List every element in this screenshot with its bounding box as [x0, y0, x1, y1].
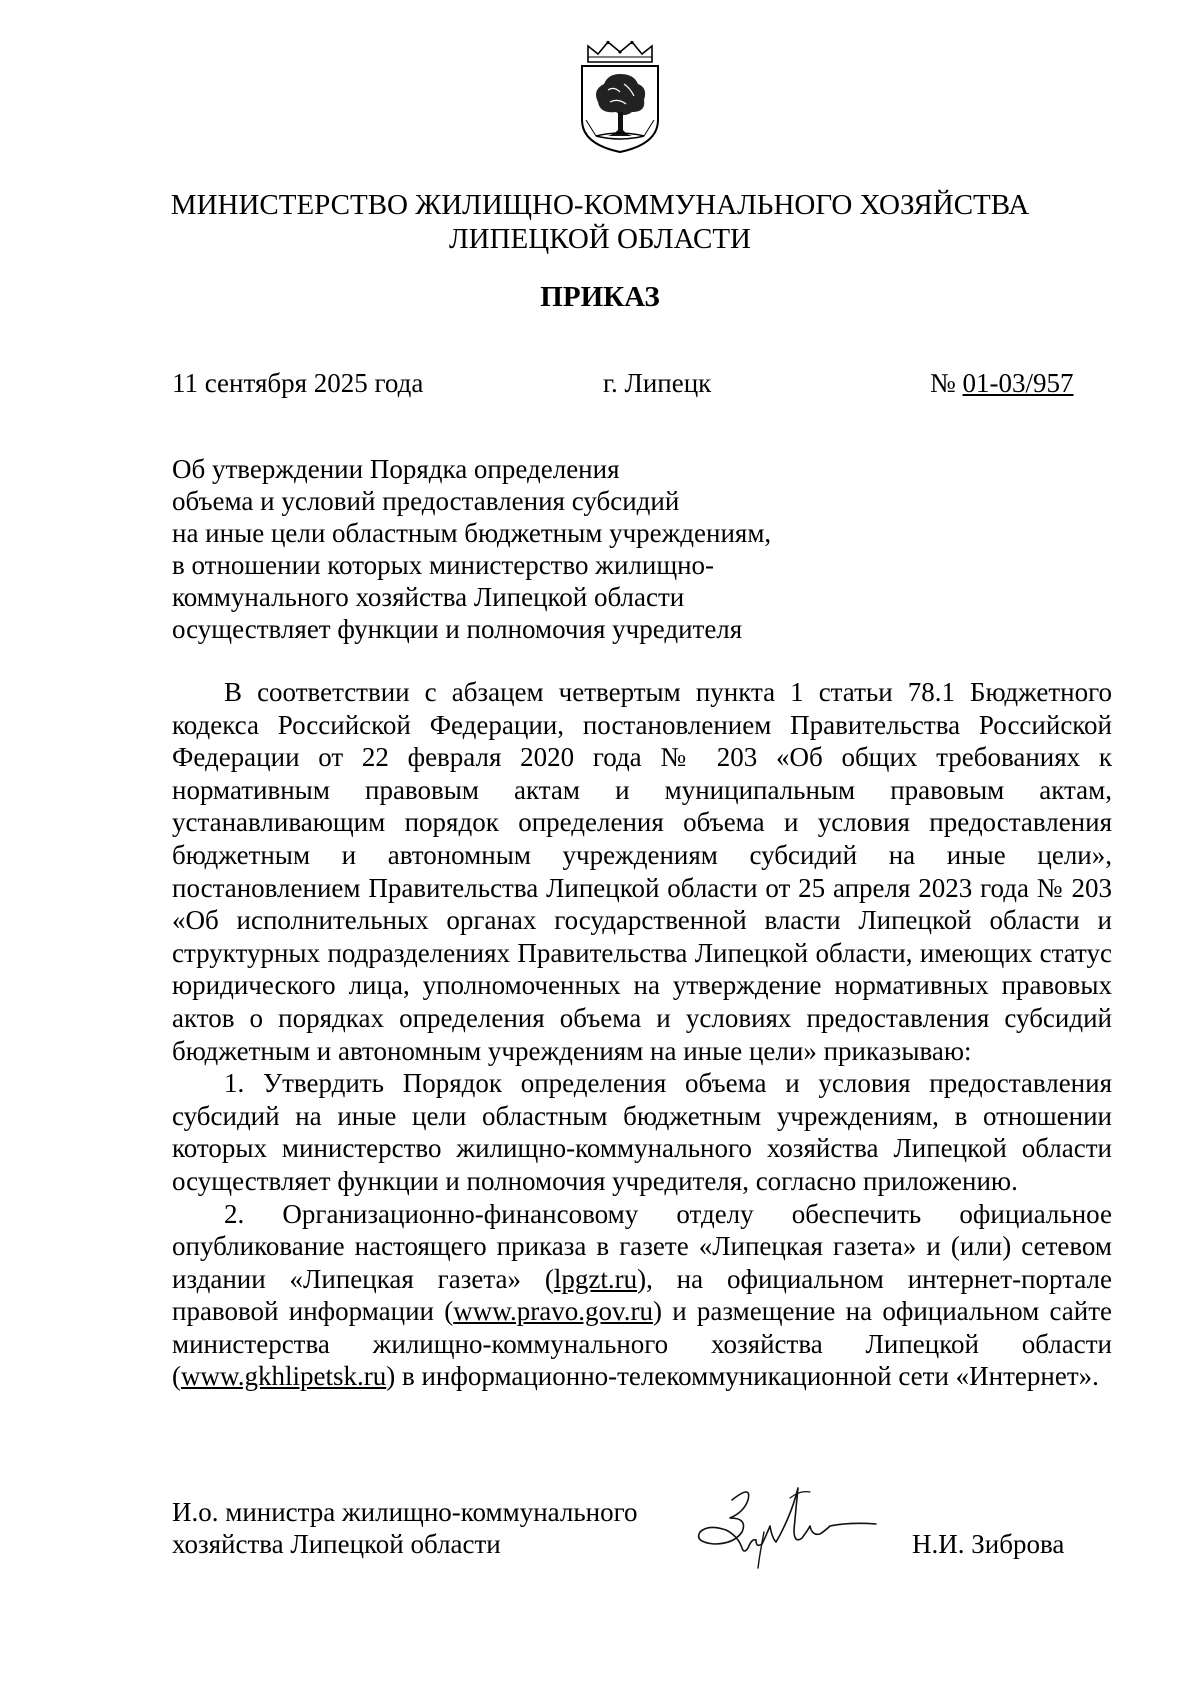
- signatory-name: Н.И. Зиброва: [912, 1529, 1065, 1559]
- organization-line-2: ЛИПЕЦКОЙ ОБЛАСТИ: [448, 223, 751, 255]
- subject-line: коммунального хозяйства Липецкой области: [172, 582, 685, 612]
- link-pravo-gov[interactable]: www.pravo.gov.ru: [453, 1296, 653, 1327]
- document-body: [172, 676, 1112, 1393]
- item-2-text: ), на официальном интернет-портале правовой информации (: [172, 1263, 1113, 1327]
- document-type-title: ПРИКАЗ: [540, 281, 660, 313]
- signatory-position: [172, 1496, 638, 1560]
- subject-line: Об утверждении Порядка определения: [172, 454, 620, 484]
- document-subject: [172, 453, 771, 645]
- signatory-position-line-1: И.о. министра жилищно-коммунального: [172, 1497, 638, 1527]
- organization-line-1: МИНИСТЕРСТВО ЖИЛИЩНО-КОММУНАЛЬНОГО ХОЗЯЙСТВА: [170, 189, 1030, 221]
- link-lpgzt[interactable]: lpgzt.ru: [553, 1263, 638, 1294]
- item-2-text: ) и размещение на официальном сайте министерства жилищно-коммунального хозяйства Липецкой области (: [172, 1296, 1112, 1392]
- subject-line: осуществляет функции и полномочия учредителя: [172, 614, 743, 644]
- item-2-text: ) в информационно-телекоммуникационной сети «Интернет».: [386, 1361, 1099, 1392]
- handwritten-signature-icon: [690, 1478, 880, 1570]
- lipetsk-coat-of-arms-icon: [574, 40, 666, 154]
- item-2-text: 2. Организационно-финансовому отделу обеспечить официальное опубликование настоящего приказа в газете «Липецкая газета» и (или) сетевом издании «Липецкая газета» (: [172, 1198, 1112, 1294]
- subject-line: в отношении которых министерство жилищно-: [172, 550, 715, 580]
- order-item-1: 1. Утвердить Порядок определения объема и условия предоставления субсидий на иные цели областным бюджетным учреждениям, в отношении которых министерство жилищно-коммунального хозяйства Липецкой области осуществляет функции и полномочия учредителя, согласно приложению.: [172, 1068, 1112, 1196]
- document-number: [930, 367, 1074, 399]
- preamble-paragraph: В соответствии с абзацем четвертым пункта 1 статьи 78.1 Бюджетного кодекса Российской Федерации, постановлением Правительства Российской Федерации от 22 февраля 2020 года № 203 «Об общих требованиях к нормативным правовым актам и муниципальным правовым актам, устанавливающим порядок определения объема и условия предоставления бюджетным и автономным учреждениям субсидий на иные цели», постановлением Правительства Липецкой области от 25 апреля 2023 года № 203 «Об исполнительных органах государственной власти Липецкой области и структурных подразделениях Правительства Липецкой области, имеющих статус юридического лица, уполномоченных на утверждение нормативных правовых актов о порядках определения объема и условиях предоставления субсидий бюджетным и автономным учреждениям на иные цели» приказываю:: [172, 677, 1112, 1066]
- document-number-value: 01-03/957: [962, 368, 1074, 398]
- document-date: 11 сентября 2025 года: [172, 368, 424, 398]
- document-city: г. Липецк: [603, 368, 712, 398]
- subject-line: на иные цели областным бюджетным учреждениям,: [172, 518, 772, 548]
- signatory-position-line-2: хозяйства Липецкой области: [172, 1529, 501, 1559]
- organization-name: [150, 188, 1050, 256]
- document-number-prefix: №: [930, 368, 963, 398]
- subject-line: объема и условий предоставления субсидий: [172, 486, 680, 516]
- order-item-2: [172, 1198, 1112, 1394]
- link-gkhlipetsk[interactable]: www.gkhlipetsk.ru: [181, 1361, 387, 1392]
